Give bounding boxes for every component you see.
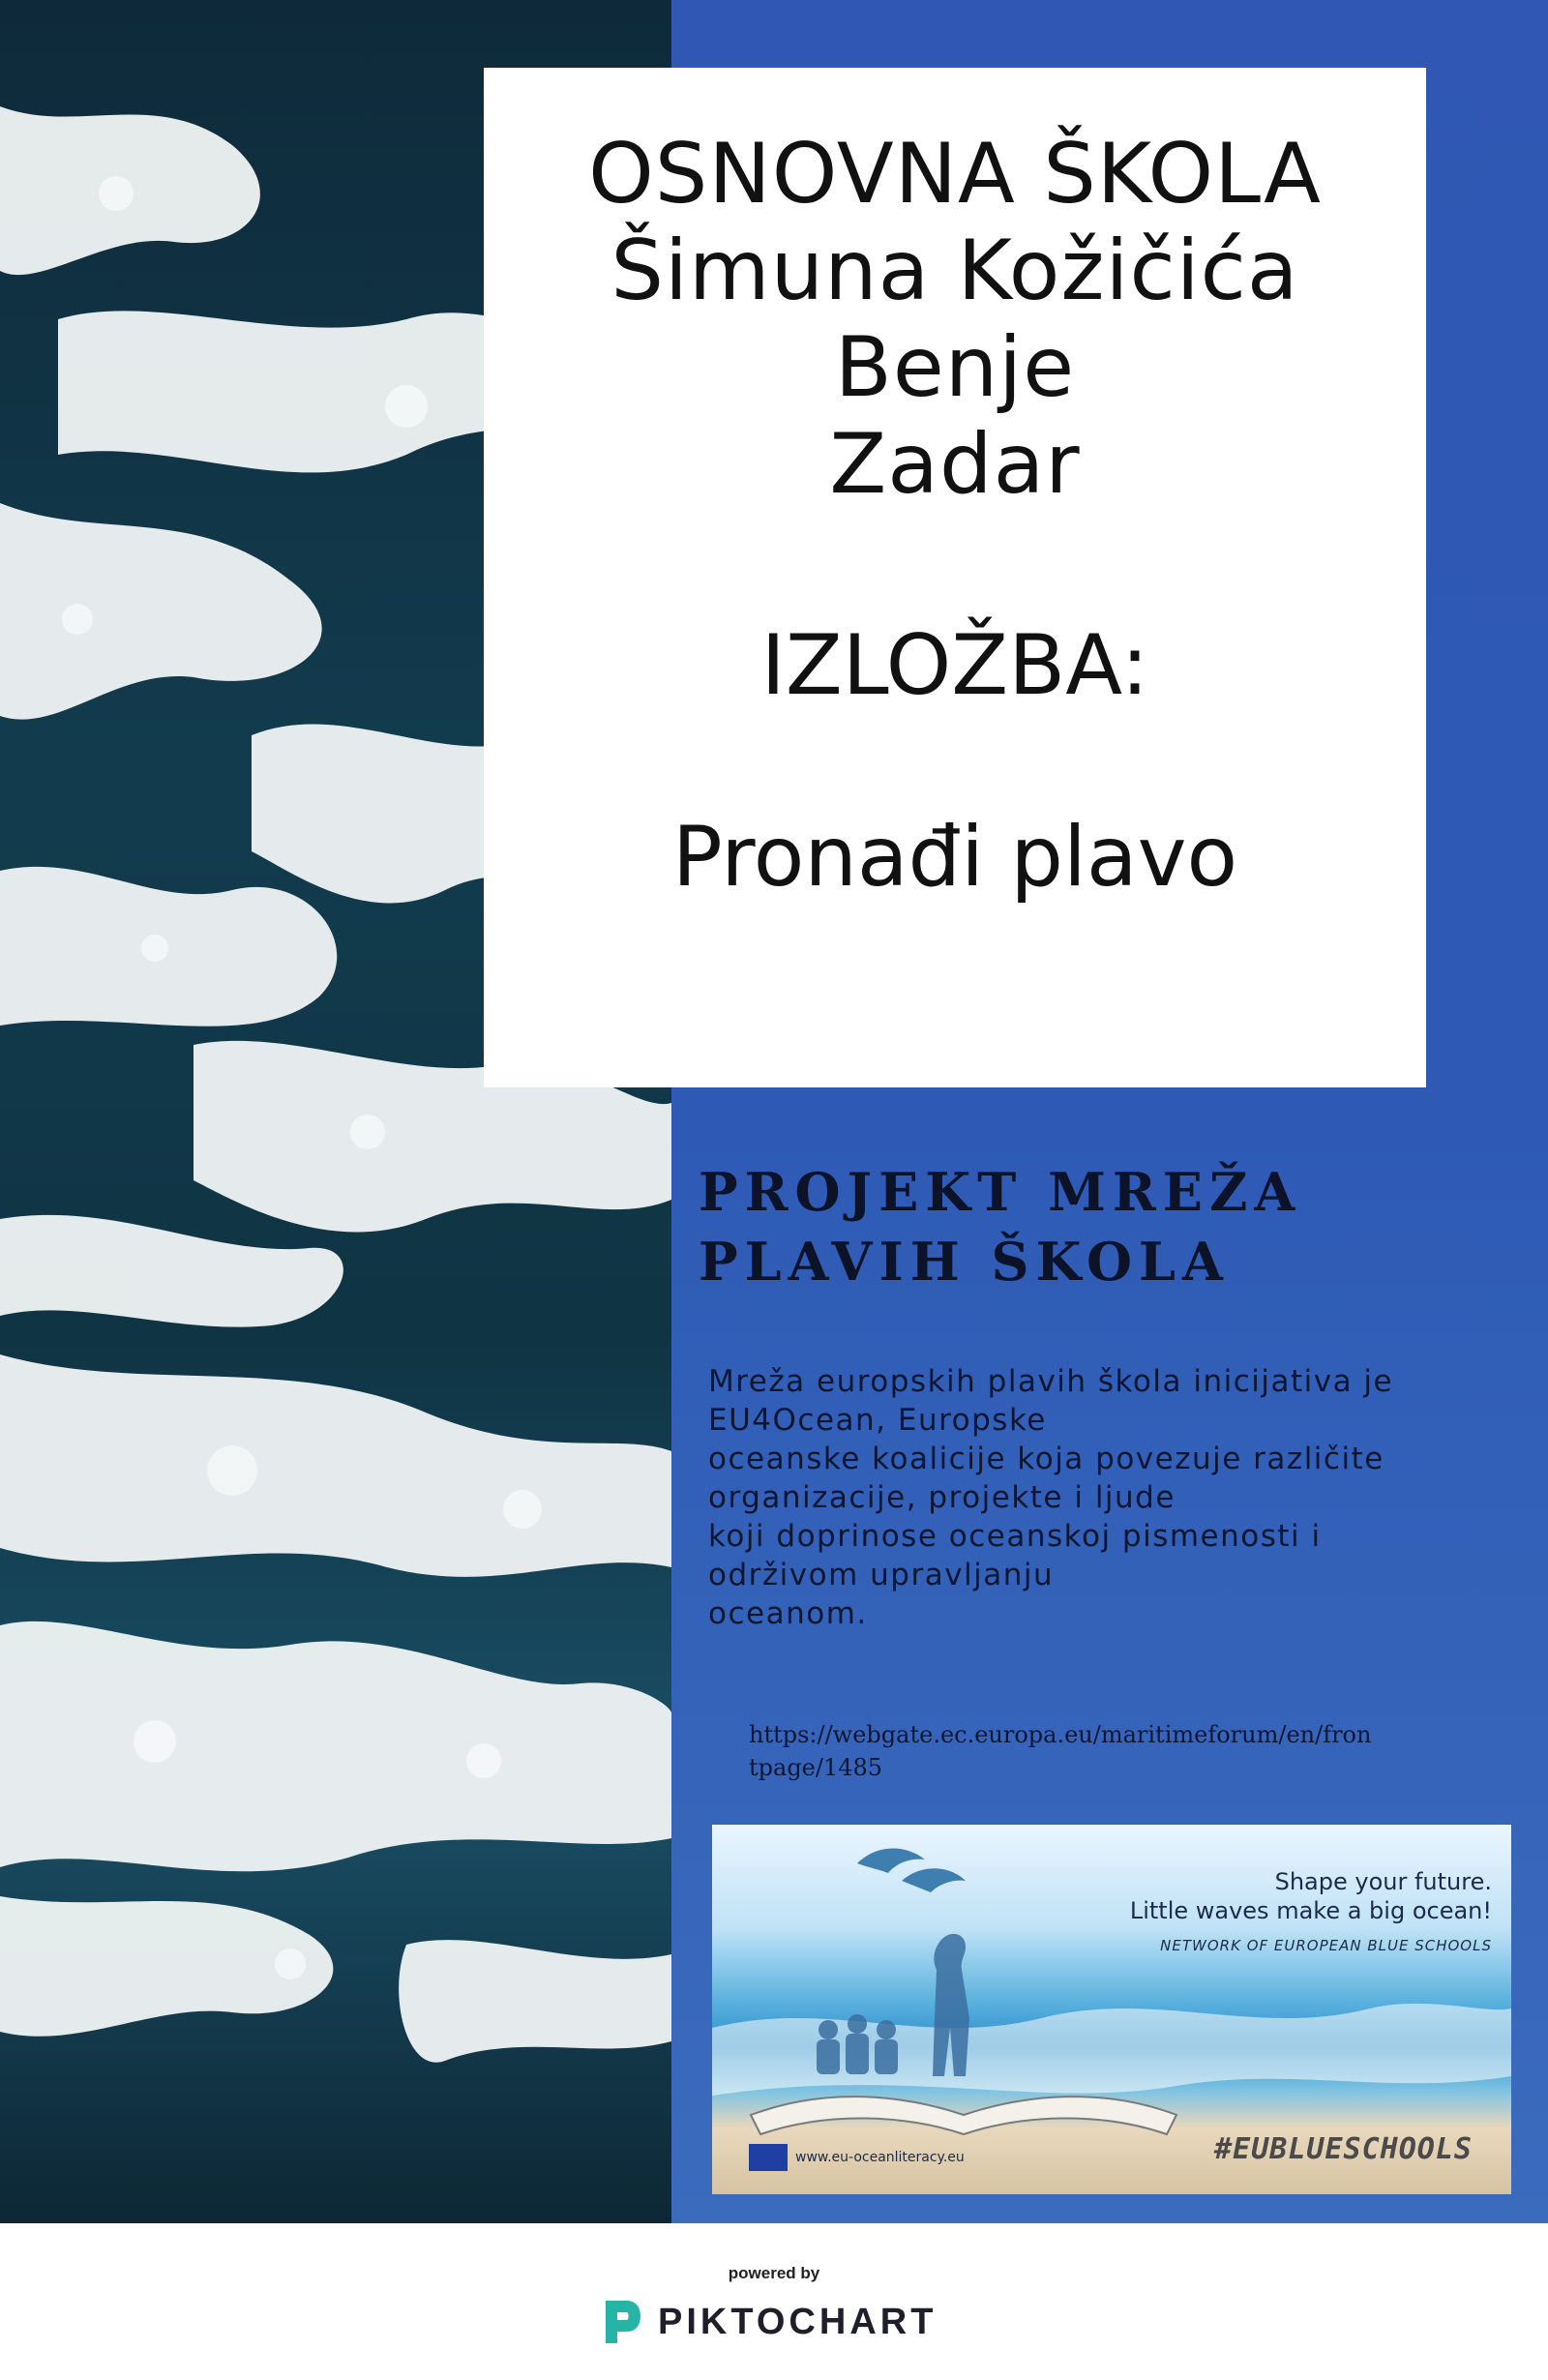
school-name-line-1: OSNOVNA ŠKOLA xyxy=(588,126,1322,223)
project-description xyxy=(708,1362,1502,1633)
blue-schools-banner xyxy=(712,1825,1511,2194)
banner-tagline xyxy=(1130,1867,1492,1958)
description-line: EU4Ocean, Europske xyxy=(708,1403,1047,1438)
footer xyxy=(0,2223,1548,2380)
exhibit-name: Pronađi plavo xyxy=(671,809,1238,906)
description-line: oceanske koalicije koja povezuje različite xyxy=(708,1442,1384,1476)
dolphin-icon xyxy=(902,1868,966,1892)
description-line: održivom upravljanju xyxy=(708,1558,1055,1592)
project-heading-line-2: PLAVIH ŠKOLA xyxy=(699,1231,1230,1293)
title-card xyxy=(484,68,1426,1087)
tagline-line-2: Little waves make a big ocean! xyxy=(1129,1897,1492,1924)
banner-url: www.eu-oceanliteracy.eu xyxy=(795,2150,965,2165)
book-icon xyxy=(751,2097,1176,2134)
link-line-1[interactable]: https://webgate.ec.europa.eu/maritimeforum/en/fron xyxy=(749,1721,1372,1748)
description-line: koji doprinose oceanskoj pismenosti i xyxy=(708,1519,1322,1554)
project-link[interactable] xyxy=(749,1718,1445,1784)
link-line-2[interactable]: tpage/1485 xyxy=(749,1754,883,1781)
school-location-line-2: Zadar xyxy=(829,416,1081,513)
project-heading-line-1: PROJEKT MREŽA xyxy=(699,1161,1302,1223)
school-name-line-2: Šimuna Kožičića xyxy=(610,223,1299,319)
network-label: NETWORK OF EUROPEAN BLUE SCHOOLS xyxy=(1160,1937,1492,1954)
piktochart-logo-icon xyxy=(600,2295,644,2349)
description-line: organizacije, projekte i ljude xyxy=(708,1480,1176,1515)
dolphin-icon xyxy=(857,1848,925,1873)
description-line: Mreža europskih plavih škola inicijativa je xyxy=(708,1364,1394,1399)
exhibit-label: IZLOŽBA: xyxy=(760,617,1149,714)
tagline-line-1: Shape your future. xyxy=(1274,1868,1492,1895)
powered-by-label: powered by xyxy=(728,2264,820,2282)
brand-name: PIKTOCHART xyxy=(658,2301,938,2342)
banner-hashtag: #EUBLUESCHOOLS xyxy=(1214,2132,1473,2166)
description-line: oceanom. xyxy=(708,1596,868,1631)
eu-flag-icon xyxy=(749,2144,788,2171)
piktochart-brand[interactable] xyxy=(600,2293,937,2351)
school-location-line-1: Benje xyxy=(834,319,1076,416)
project-heading xyxy=(699,1157,1492,1296)
